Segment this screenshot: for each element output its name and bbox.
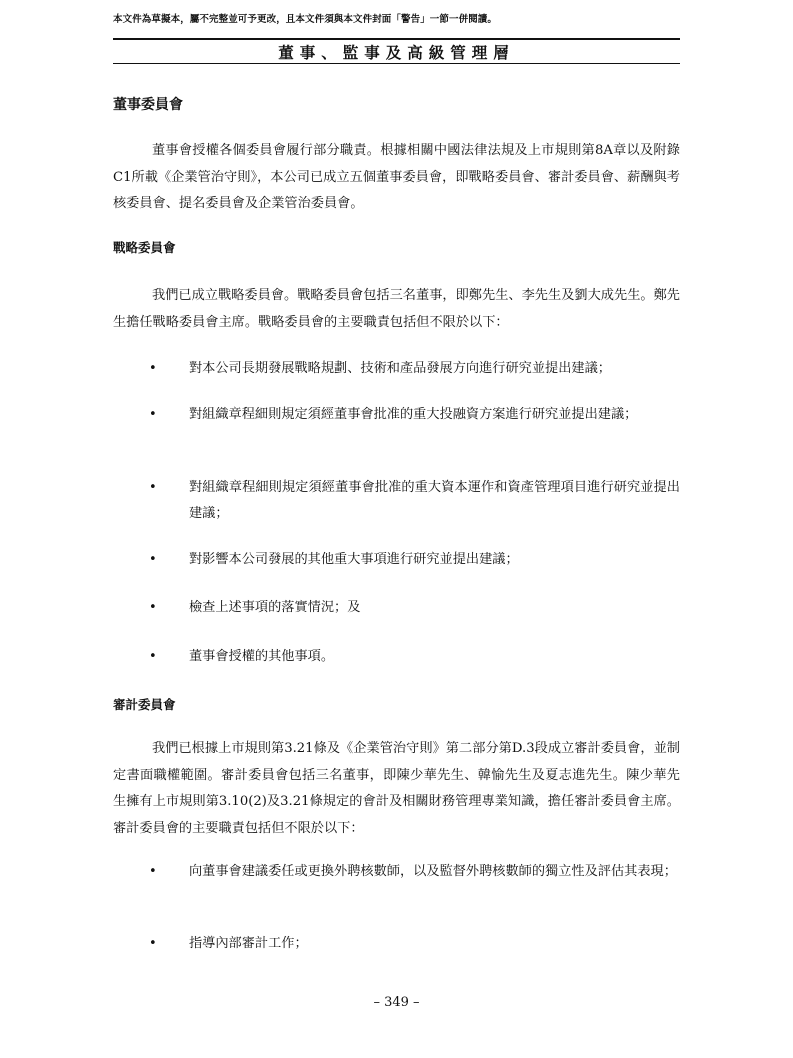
list-item-text: 檢查上述事項的落實情況；及 (189, 600, 361, 615)
section-heading-strategy-committee: 戰略委員會 (113, 240, 176, 255)
header-rule-bottom (113, 63, 680, 64)
paragraph-strategy-committee: 我們已成立戰略委員會。戰略委員會包括三名董事，即鄭先生、李先生及劉大成先生。鄭先生擔任戰略委員會主席。戰略委員會的主要職責包括但不限於以下： (113, 288, 680, 330)
header-rule-top (113, 38, 680, 40)
page-number: – 349 – (373, 995, 420, 1010)
list-item-text: 對組織章程細則規定須經董事會批准的重大投融資方案進行研究並提出建議； (189, 407, 638, 422)
bullet-icon: • (149, 600, 157, 615)
list-item-text: 對本公司長期發展戰略規劃、技術和產品發展方向進行研究並提出建議； (189, 361, 611, 376)
page-title: 董事、監事及高級管理層 (278, 44, 515, 62)
paragraph-audit-committee: 我們已根據上市規則第3.21條及《企業管治守則》第二部分第D.3段成立審計委員會，並制定書面職權範圍。審計委員會包括三名董事，即陳少華先生、韓愉先生及夏志進先生。陳少華先生擁有上市規則第3.10(2)及3.21條規定的會計及相關財務管理專業知識，擔任審計委員會主席。審計委員會的主要職責包括但不限於以下： (113, 741, 680, 836)
section-heading-audit-committee: 審計委員會 (113, 697, 176, 712)
bullet-icon: • (149, 552, 157, 567)
list-item-text: 向董事會建議委任或更換外聘核數師，以及監督外聘核數師的獨立性及評估其表現； (189, 864, 677, 879)
list-item-text: 指導內部審計工作； (189, 936, 308, 951)
bullet-icon: • (149, 936, 157, 951)
bullet-icon: • (149, 649, 157, 664)
bullet-icon: • (149, 864, 157, 879)
list-item-text: 對影響本公司發展的其他重大事項進行研究並提出建議； (189, 552, 519, 567)
list-item-text: 董事會授權的其他事項。 (189, 649, 335, 664)
paragraph-board-committees: 董事會授權各個委員會履行部分職責。根據相關中國法律法規及上市規則第8A章以及附錄C1所載《企業管治守則》，本公司已成立五個董事委員會，即戰略委員會、審計委員會、薪酬與考核委員會、提名委員會及企業管治委員會。 (113, 143, 680, 211)
bullet-icon: • (149, 480, 157, 495)
list-item-text: 對組織章程細則規定須經董事會批准的重大資本運作和資產管理項目進行研究並提出建議； (189, 480, 680, 521)
draft-notice: 本文件為草擬本，屬不完整並可予更改，且本文件須與本文件封面「警告」一節一併閱讀。 (113, 14, 498, 25)
bullet-icon: • (149, 361, 157, 376)
section-heading-board-committees: 董事委員會 (113, 97, 183, 113)
bullet-icon: • (149, 407, 157, 422)
